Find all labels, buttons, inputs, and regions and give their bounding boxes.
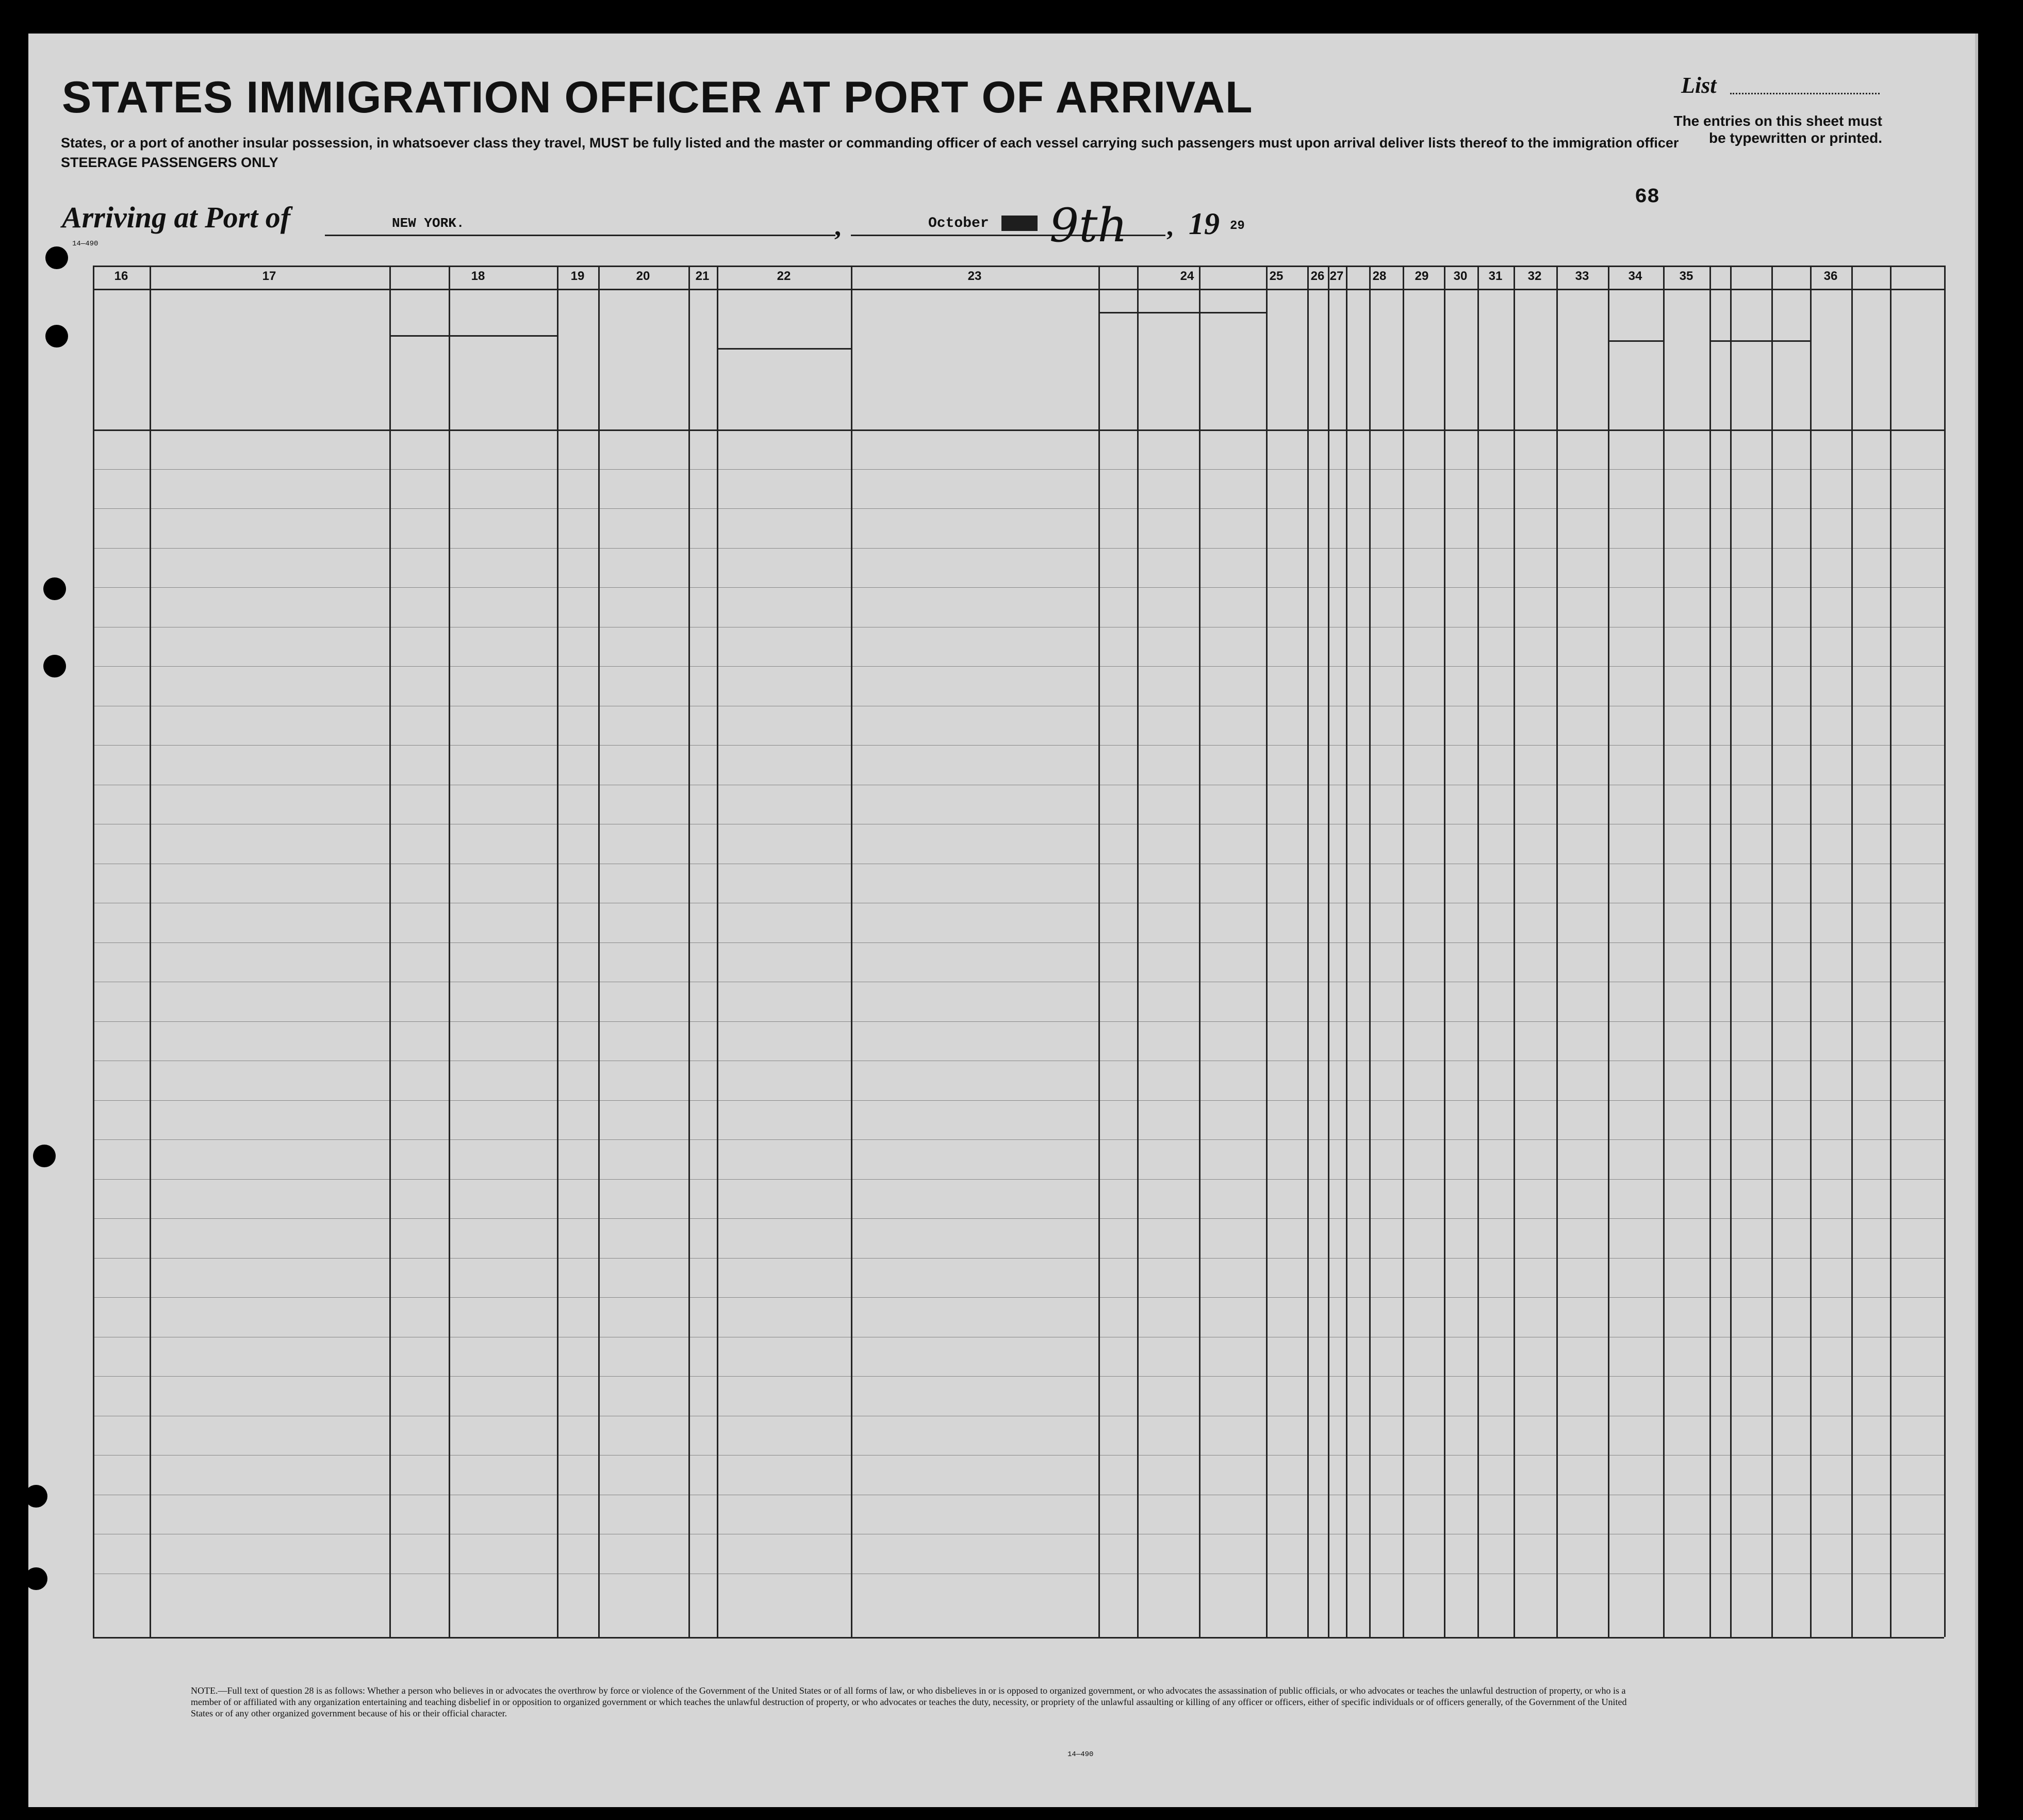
passenger-class: STEERAGE PASSENGERS ONLY (61, 155, 278, 170)
column-number: 35 (1679, 269, 1693, 283)
column-number: 24 (1180, 269, 1194, 283)
column-number: 25 (1269, 269, 1284, 283)
column-number: 33 (1575, 269, 1589, 283)
column-number: 28 (1372, 269, 1387, 283)
column-number: 20 (636, 269, 650, 283)
column-number: 26 (1310, 269, 1325, 283)
column-number: 21 (695, 269, 710, 283)
port-value: NEW YORK. (392, 216, 465, 231)
separator: , (1166, 212, 1173, 241)
column-number: 16 (114, 269, 128, 283)
manifest-sheet (28, 34, 1978, 1807)
instruction-text: States, or a port of another insular possession, in whatsoever class they travel, MUST be fully listed and the master or commanding officer of each vessel carrying such passengers must upon arrival deliver lists thereof to the immigration officer (61, 135, 1679, 151)
footnote: NOTE.—Full text of question 28 is as follows: Whether a person who believes in or advocates the overthrow by force or violence of the Government of the United States or of all forms of law, or who disbelieves in or is opposed to organized government, or who advocates the assassination of public officials, or who advocates or teaches the unlawful destruction of property, or who is a member of or affiliated with any organization entertaining and teaching disbelief in or opposition to organized government or which teaches the unlawful destruction of property, or who advocates or teaches the duty, necessity, or propriety of the unlawful assaulting or killing of any officer or officers, either of specific individuals or of officers generally, of the Government of the United States or of any other organized government because of his or their official character. (191, 1685, 1627, 1718)
binder-hole (25, 1485, 47, 1508)
page-title: STATES IMMIGRATION OFFICER AT PORT OF ARRIVAL (62, 73, 1253, 122)
column-number: 19 (570, 269, 585, 283)
separator: , (834, 212, 841, 241)
binder-hole (43, 577, 66, 600)
binder-hole (33, 1145, 56, 1167)
column-number: 34 (1628, 269, 1642, 283)
column-number: 22 (777, 269, 791, 283)
column-number: 29 (1415, 269, 1429, 283)
year-prefix: 19 (1189, 207, 1220, 241)
column-number: 27 (1329, 269, 1344, 283)
list-field[interactable] (1730, 93, 1880, 94)
month-value: October (928, 216, 989, 231)
entries-note: The entries on this sheet must be typewritten or printed. (1673, 113, 1882, 146)
column-number: 36 (1823, 269, 1838, 283)
binder-hole (45, 246, 68, 269)
column-number: 23 (967, 269, 982, 283)
column-number: 32 (1527, 269, 1542, 283)
form-code: 14—490 (72, 240, 98, 248)
column-number: 18 (471, 269, 485, 283)
binder-hole (45, 325, 68, 348)
year-suffix: 29 (1230, 219, 1245, 233)
column-number: 17 (262, 269, 276, 283)
arriving-label: Arriving at Port of (62, 201, 291, 234)
port-field[interactable] (325, 235, 835, 236)
footnote-code: 14—490 (1067, 1750, 1094, 1759)
handwritten-day: 9th (1049, 198, 1128, 253)
struck-out-text (1001, 216, 1038, 231)
binder-hole (43, 655, 66, 677)
column-number: 31 (1488, 269, 1503, 283)
binder-hole (25, 1567, 47, 1590)
list-label: List (1681, 73, 1717, 98)
sheet-number: 68 (1635, 186, 1660, 209)
column-number: 30 (1453, 269, 1468, 283)
